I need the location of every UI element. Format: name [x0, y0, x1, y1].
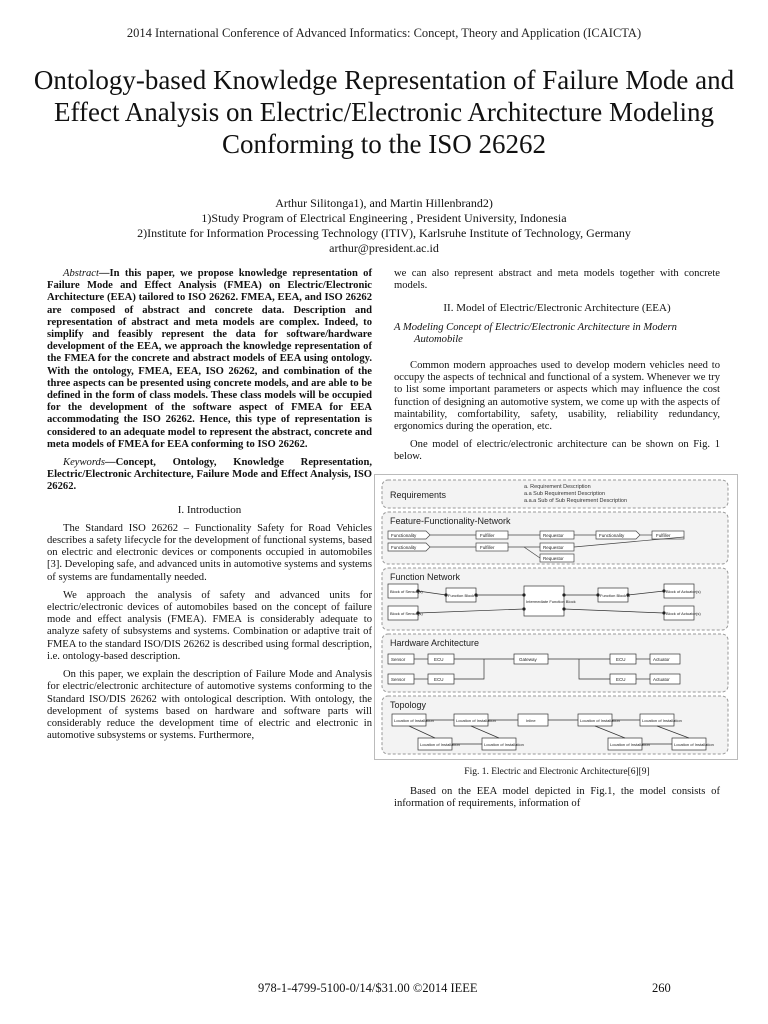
author-email: arthur@president.ac.id	[329, 241, 439, 255]
intro-paragraph-3: On this paper, we explain the description of Failure Mode and Analysis for electric/electronic architecture of automotive systems conforming to the Standard ISO/DIS 26262 with ontological description. With ontology, the development of systems based on hardware and software parts will considerably reduce the development time of electric and electronic in automotive subsystems or systems. Furthermore,	[47, 669, 372, 742]
fig-label-location-8: Location of Installation	[674, 741, 714, 747]
author-block	[0, 196, 768, 256]
fig-label-sensor-1: Sensor	[391, 656, 406, 662]
layer-hardware-label: Hardware Architecture	[390, 637, 480, 648]
paper-title: Ontology-based Knowledge Representation of Failure Mode and Effect Analysis on Electric/Electronic Architecture Modeling Conforming to the ISO 26262	[33, 65, 735, 159]
fig-label-requestor-1: Requestor	[543, 532, 564, 538]
fig-label-function-a: Function Block A	[600, 592, 630, 598]
fig-label-block-sensor-2: Block of Sensor(s)	[390, 610, 423, 616]
fig-label-sensor-2: Sensor	[391, 676, 406, 682]
fig-label-requestor-2: Requestor	[543, 544, 564, 550]
intro-paragraph-2: We approach the analysis of safety and advanced units for electric/electronic devices of automobiles based on the concept of failure mode and effect analysis (FMEA). FMEA is considerably adequate to analyze safety of subsystems and systems. Combination or adaptive trait of FMEA to the standard ISO/DIS 26262 is described using formal description, i.e. ontology-based description.	[47, 589, 372, 662]
fig-label-ecu-3: ECU	[616, 656, 626, 662]
page-number: 260	[652, 981, 671, 995]
fig-label-location-3: Location of Installation	[580, 717, 620, 723]
layer-feature-label: Feature-Functionality-Network	[390, 515, 511, 526]
fig-label-fulfiller-3: Fulfiller	[480, 544, 495, 550]
footer-isbn: 978-1-4799-5100-0/14/$31.00 ©2014 IEEE	[258, 981, 478, 995]
layer-function-label: Function Network	[390, 571, 461, 582]
fig-label-block-actuator-1: Block of Actuator(s)	[666, 588, 701, 594]
eea-diagram	[374, 474, 738, 760]
fig-label-location-5: Location of Installation	[420, 741, 460, 747]
fig-label-location-6: Location of Installation	[484, 741, 524, 747]
fig-label-location-7: Location of Installation	[610, 741, 650, 747]
abstract-text: —In this paper, we propose knowledge representation of Failure Mode and Effect Analysis (FMEA) on Electric/Electronic Architecture (EEA) tailored to ISO 26262. FMEA, EEA, and ISO 26262 are composed of abstract and concrete data. Description and representation of abstract and meta models are complex. Indeed, to simplify and feasibly represent the data for software/hardware development of the EEA, we approach the knowledge representation of the FMEA for the concrete and abstract models of EEA using ontology. With the ontology, FMEA, EEA, ISO 26262, and combination of the three aspects can be presented using concrete models, and are able to be defined in the form of class models. These class models will be occupied for the development of the software aspect of FMEA for EEA accommodating the ISO 26262. Hence, this type of representation is considered to an adequate model to represent the abstract, concrete and meta models of FMEA for EEA conforming to ISO 26262.	[47, 268, 372, 450]
fig-label-function-b: Function Block B	[448, 592, 479, 598]
fig-label-block-sensor-1: Block of Sensor(s)	[390, 588, 423, 594]
fig-label-intermediate: Intermediate Function Block	[526, 598, 576, 604]
layer-topology-label: Topology	[390, 699, 427, 710]
fig-label-ecu-4: ECU	[616, 676, 626, 682]
fig-label-location-2: Location of Installation	[456, 717, 496, 723]
fig-label-functionality-1: Functionality	[391, 532, 417, 538]
req-item-3: a.a.a Sub of Sub Requirement Description	[524, 497, 628, 504]
affiliation-1: 1)Study Program of Electrical Engineering , President University, Indonesia	[201, 211, 567, 225]
keywords-label: Keywords	[63, 457, 105, 469]
fig-label-inline: Inline	[526, 717, 536, 723]
affiliation-2: 2)Institute for Information Processing Technology (ITIV), Karlsruhe Institute of Technology, Germany	[137, 226, 631, 240]
left-column	[47, 268, 372, 748]
intro-paragraph-1: The Standard ISO 26262 – Functionality Safety for Road Vehicles describes a safety lifecycle for the development of functional systems, based on electric and electronic devices or components occupied in automobiles [3]. Developing safe, and advanced units in automotive systems and systems of systems are fundamentally needed.	[47, 522, 372, 583]
fig-label-gateway: Gateway	[519, 656, 537, 662]
fig-label-functionality-3: Functionality	[391, 544, 417, 550]
fig-label-location-1: Location of Installation	[394, 717, 434, 723]
figure-caption: Fig. 1. Electric and Electronic Architecture[6][9]	[464, 766, 650, 777]
fig-label-block-actuator-2: Block of Actuator(s)	[666, 610, 701, 616]
fig-label-ecu-2: ECU	[434, 676, 444, 682]
fig-label-fulfiller-1: Fulfiller	[480, 532, 495, 538]
conference-header: 2014 International Conference of Advanced Informatics: Concept, Theory and Application (ICAICTA)	[126, 26, 642, 40]
continued-paragraph: we can also represent abstract and meta models together with concrete models.	[394, 268, 720, 292]
req-item-2: a.a Sub Requirement Description	[524, 490, 606, 497]
section-heading-eea: II. Model of Electric/Electronic Architecture (EEA)	[443, 302, 671, 315]
fig-label-requestor-3: Requestor	[543, 555, 564, 561]
author-names: Arthur Silitonga1), and Martin Hillenbrand2)	[275, 196, 493, 210]
right-column	[390, 268, 720, 816]
eea-paragraph-2: One model of electric/electronic architecture can be shown on Fig. 1 below.	[394, 439, 720, 463]
layer-requirements-label: Requirements	[390, 489, 447, 500]
subsection-heading: A Modeling Concept of Electric/Electronic Architecture in Modern Automobile	[394, 321, 677, 345]
fig-label-location-4: Location of Installation	[642, 717, 682, 723]
eea-paragraph-1: Common modern approaches used to develop modern vehicles need to occupy the aspects of technical and functional of a system. Whenever we try to list some important parameters or aspects which may influence the cost function of designing an automotive system, we come up with the aspects of maintability, comfortability, safety, usability, reliability redundancy, ergonomics during the operation, etc.	[394, 360, 720, 433]
eea-paragraph-3: Based on the EEA model depicted in Fig.1, the model consists of information of requirements, information of	[394, 785, 720, 810]
fig-label-ecu-1: ECU	[434, 656, 444, 662]
fig-label-functionality-2: Functionality	[599, 532, 625, 538]
keywords-text: —Concept, Ontology, Knowledge Representation, Electric/Electronic Architecture, Failure Mode and Effect Analysis, ISO 26262.	[47, 457, 372, 493]
keywords	[47, 457, 372, 494]
eea-figure	[374, 474, 738, 760]
fig-label-actuator-2: Actuator	[653, 676, 670, 682]
fig-label-actuator-1: Actuator	[653, 656, 670, 662]
abstract	[47, 268, 372, 451]
req-item-1: a. Requirement Description	[524, 483, 591, 490]
abstract-label: Abstract	[63, 268, 99, 279]
section-heading-introduction: I. Introduction	[177, 503, 242, 516]
fig-label-fulfiller-2: Fulfiller	[656, 532, 671, 538]
